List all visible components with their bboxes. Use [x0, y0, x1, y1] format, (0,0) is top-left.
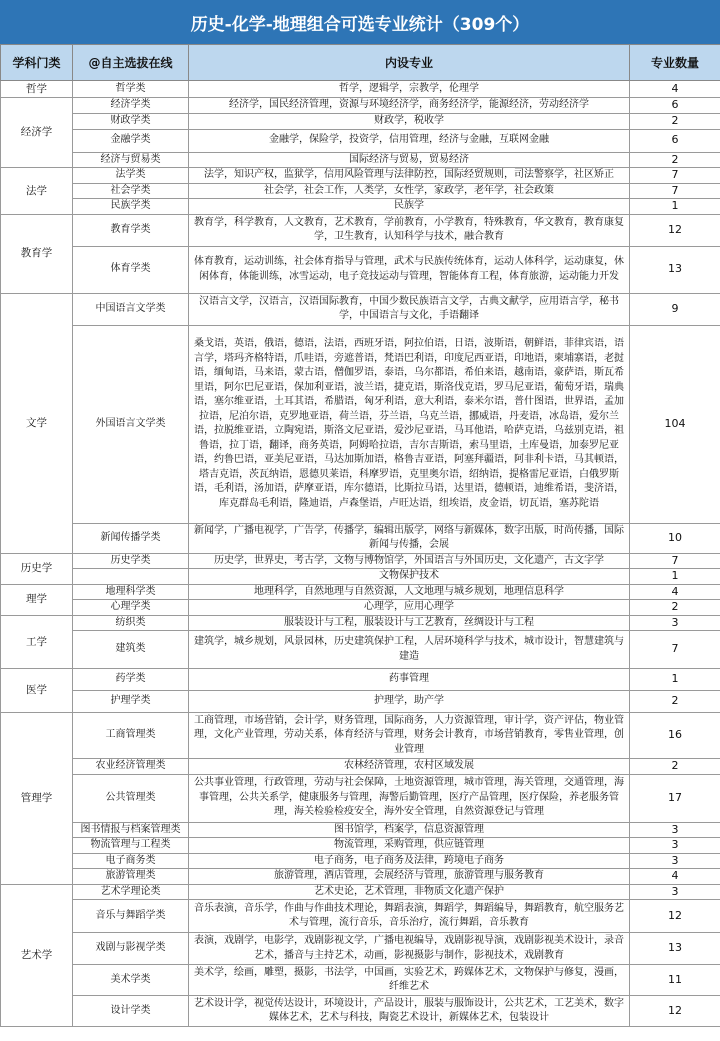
count-cell: 13: [630, 933, 720, 965]
table-row: [1, 631, 720, 669]
category-cell: 心理学类: [73, 600, 189, 616]
count-cell: 104: [630, 325, 720, 523]
table-row: [1, 114, 720, 130]
discipline-cell: 管理学: [1, 713, 73, 885]
count-cell: 11: [630, 965, 720, 996]
majors-cell: 桑戈语，英语，俄语，德语，法语，西班牙语，阿拉伯语，日语，波斯语，朝鲜语，菲律宾语，语言学，塔玛齐格特语，爪哇语，旁遮普语，梵语巴利语，印度尼西亚语，印地语，柬埔寨语，老挝语，缅甸语，马来语，蒙古语，僧伽罗语，泰语，乌尔都语，希伯来语，越南语，豪萨语，斯瓦希里语，阿尔巴尼亚语，保加利亚语，波兰语，捷克语，斯洛伐克语，罗马尼亚语，葡萄牙语，瑞典语，塞尔维亚语，土耳其语，希腊语，匈牙利语，意大利语，泰米尔语，普什图语，世界语，孟加拉语，尼泊尔语，克罗地亚语，荷兰语，芬兰语，乌克兰语，挪威语，丹麦语，冰岛语，爱尔兰语，拉脱维亚语，立陶宛语，斯洛文尼亚语，爱沙尼亚语，马耳他语，哈萨克语，乌兹别克语，祖鲁语，拉丁语，翻译，商务英语，阿姆哈拉语，吉尔吉斯语，索马里语，土库曼语，加泰罗尼亚语，约鲁巴语，亚美尼亚语，马达加斯加语，格鲁吉亚语，阿塞拜疆语，阿非利卡语，马其顿语，塔吉克语，茨瓦纳语，恩德贝莱语，科摩罗语，克里奥尔语，绍纳语，提格雷尼亚语，白俄罗斯语，毛利语，汤加语，萨摩亚语，库尔德语，比斯拉马语，达里语，德顿语，迪维希语，斐济语，库克群岛毛利语，隆迪语，卢森堡语，卢旺达语，纽埃语，皮金语，切瓦语，塞苏陀语: [189, 325, 630, 523]
table-row: [1, 838, 720, 854]
discipline-cell: 历史学: [1, 553, 73, 584]
category-cell: 经济学类: [73, 98, 189, 114]
count-cell: 7: [630, 183, 720, 199]
category-cell: 社会学类: [73, 183, 189, 199]
table-row: [1, 214, 720, 246]
category-cell: 建筑类: [73, 631, 189, 669]
discipline-cell: 教育学: [1, 214, 73, 293]
count-cell: 2: [630, 114, 720, 130]
majors-cell: 心理学，应用心理学: [189, 600, 630, 616]
majors-cell: 地理科学，自然地理与自然资源，人文地理与城乡规划，地理信息科学: [189, 584, 630, 600]
count-cell: 1: [630, 669, 720, 691]
table-row: [1, 168, 720, 184]
majors-cell: 建筑学，城乡规划，风景园林，历史建筑保护工程，人居环境科学与技术，城市设计，智慧建筑与建造: [189, 631, 630, 669]
header-discipline: 学科门类: [1, 45, 73, 81]
majors-cell: 旅游管理，酒店管理，会展经济与管理，旅游管理与服务教育: [189, 869, 630, 885]
table-row: [1, 965, 720, 996]
table-row: [1, 183, 720, 199]
count-cell: 10: [630, 523, 720, 553]
table-row: [1, 869, 720, 885]
majors-cell: 药事管理: [189, 669, 630, 691]
category-cell: 财政学类: [73, 114, 189, 130]
category-cell: 体育学类: [73, 246, 189, 293]
majors-cell: 文物保护技术: [189, 569, 630, 585]
table-row: [1, 713, 720, 759]
majors-cell: 公共事业管理，行政管理，劳动与社会保障，土地资源管理，城市管理，海关管理，交通管理，海事管理，公共关系学，健康服务与管理，海警后勤管理，医疗产品管理，医疗保险，养老服务管理，海关检验检疫安全，海外安全管理，自然资源登记与管理: [189, 774, 630, 822]
category-cell: 设计学类: [73, 996, 189, 1027]
majors-cell: 国际经济与贸易，贸易经济: [189, 152, 630, 168]
table-row: [1, 152, 720, 168]
count-cell: 16: [630, 713, 720, 759]
header-majors: 内设专业: [189, 45, 630, 81]
table-row: [1, 325, 720, 523]
category-cell: 物流管理与工程类: [73, 838, 189, 854]
majors-cell: 体育教育，运动训练，社会体育指导与管理，武术与民族传统体育，运动人体科学，运动康复，休闲体育，体能训练，冰雪运动，电子竞技运动与管理，智能体育工程，体育旅游，运动能力开发: [189, 246, 630, 293]
category-cell: [73, 569, 189, 585]
majors-cell: 农林经济管理，农村区域发展: [189, 759, 630, 775]
count-cell: 1: [630, 199, 720, 215]
category-cell: 民族学类: [73, 199, 189, 215]
majors-cell: 教育学，科学教育，人文教育，艺术教育，学前教育，小学教育，特殊教育，华文教育，教育康复学，卫生教育，认知科学与技术，融合教育: [189, 214, 630, 246]
majors-cell: 表演，戏剧学，电影学，戏剧影视文学，广播电视编导，戏剧影视导演，戏剧影视美术设计，录音艺术，播音与主持艺术，动画，影视摄影与制作，影视技术，戏剧教育: [189, 933, 630, 965]
category-cell: 外国语言文学类: [73, 325, 189, 523]
count-cell: 4: [630, 869, 720, 885]
majors-cell: 音乐表演，音乐学，作曲与作曲技术理论，舞蹈表演，舞蹈学，舞蹈编导，舞蹈教育，航空服务艺术与管理，流行音乐，音乐治疗，流行舞蹈，音乐教育: [189, 900, 630, 933]
count-cell: 2: [630, 600, 720, 616]
table-row: [1, 900, 720, 933]
majors-cell: 艺术史论，艺术管理，非物质文化遗产保护: [189, 884, 630, 900]
majors-cell: 法学，知识产权，监狱学，信用风险管理与法律防控，国际经贸规则，司法警察学，社区矫正: [189, 168, 630, 184]
majors-cell: 财政学，税收学: [189, 114, 630, 130]
discipline-cell: 文学: [1, 293, 73, 553]
category-cell: 工商管理类: [73, 713, 189, 759]
count-cell: 6: [630, 98, 720, 114]
table-row: [1, 98, 720, 114]
discipline-cell: 艺术学: [1, 884, 73, 1027]
category-cell: 电子商务类: [73, 853, 189, 869]
table-row: [1, 129, 720, 152]
table-row: [1, 774, 720, 822]
majors-cell: 艺术设计学，视觉传达设计，环境设计，产品设计，服装与服饰设计，公共艺术，工艺美术，数字媒体艺术，艺术与科技，陶瓷艺术设计，新媒体艺术，包装设计: [189, 996, 630, 1027]
category-cell: 经济与贸易类: [73, 152, 189, 168]
count-cell: 7: [630, 631, 720, 669]
category-cell: 戏剧与影视学类: [73, 933, 189, 965]
table-row: [1, 996, 720, 1027]
count-cell: 2: [630, 759, 720, 775]
table-row: [1, 199, 720, 215]
count-cell: 12: [630, 900, 720, 933]
header-count: 专业数量: [630, 45, 720, 81]
table-row: [1, 246, 720, 293]
count-cell: 12: [630, 214, 720, 246]
discipline-cell: 经济学: [1, 98, 73, 168]
category-cell: 公共管理类: [73, 774, 189, 822]
count-cell: 3: [630, 838, 720, 854]
count-cell: 4: [630, 584, 720, 600]
table-row: [1, 853, 720, 869]
category-cell: 图书情报与档案管理类: [73, 822, 189, 838]
majors-cell: 物流管理，采购管理，供应链管理: [189, 838, 630, 854]
table-row: [1, 81, 720, 98]
count-cell: 3: [630, 853, 720, 869]
count-cell: 9: [630, 293, 720, 325]
header-category: @自主选拔在线: [73, 45, 189, 81]
majors-cell: 历史学，世界史，考古学，文物与博物馆学，外国语言与外国历史，文化遗产，古文字学: [189, 553, 630, 569]
count-cell: 2: [630, 691, 720, 713]
discipline-cell: 工学: [1, 615, 73, 669]
category-cell: 美术学类: [73, 965, 189, 996]
table-body: [1, 81, 720, 1027]
category-cell: 哲学类: [73, 81, 189, 98]
category-cell: 农业经济管理类: [73, 759, 189, 775]
majors-cell: 哲学，逻辑学，宗教学，伦理学: [189, 81, 630, 98]
count-cell: 3: [630, 884, 720, 900]
table-row: [1, 884, 720, 900]
discipline-cell: 法学: [1, 168, 73, 215]
majors-cell: 电子商务，电子商务及法律，跨境电子商务: [189, 853, 630, 869]
category-cell: 艺术学理论类: [73, 884, 189, 900]
count-cell: 7: [630, 168, 720, 184]
table-row: [1, 691, 720, 713]
count-cell: 17: [630, 774, 720, 822]
category-cell: 音乐与舞蹈学类: [73, 900, 189, 933]
table-row: [1, 569, 720, 585]
table-row: [1, 584, 720, 600]
majors-cell: 图书馆学，档案学，信息资源管理: [189, 822, 630, 838]
majors-cell: 金融学，保险学，投资学，信用管理，经济与金融，互联网金融: [189, 129, 630, 152]
count-cell: 7: [630, 553, 720, 569]
count-cell: 3: [630, 615, 720, 631]
table-row: [1, 615, 720, 631]
category-cell: 药学类: [73, 669, 189, 691]
page-title: 历史-化学-地理组合可选专业统计（309个）: [0, 0, 720, 44]
category-cell: 金融学类: [73, 129, 189, 152]
majors-cell: 汉语言文学，汉语言，汉语国际教育，中国少数民族语言文学，古典文献学，应用语言学，秘书学，中国语言与文化，手语翻译: [189, 293, 630, 325]
table-row: [1, 933, 720, 965]
category-cell: 教育学类: [73, 214, 189, 246]
majors-table: [0, 44, 720, 1027]
category-cell: 新闻传播学类: [73, 523, 189, 553]
category-cell: 旅游管理类: [73, 869, 189, 885]
category-cell: 法学类: [73, 168, 189, 184]
category-cell: 纺织类: [73, 615, 189, 631]
table-header-row: [1, 45, 720, 81]
category-cell: 中国语言文学类: [73, 293, 189, 325]
table-row: [1, 600, 720, 616]
majors-cell: 经济学，国民经济管理，资源与环境经济学，商务经济学，能源经济，劳动经济学: [189, 98, 630, 114]
count-cell: 13: [630, 246, 720, 293]
count-cell: 12: [630, 996, 720, 1027]
discipline-cell: 哲学: [1, 81, 73, 98]
category-cell: 历史学类: [73, 553, 189, 569]
count-cell: 1: [630, 569, 720, 585]
table-row: [1, 523, 720, 553]
category-cell: 护理学类: [73, 691, 189, 713]
discipline-cell: 理学: [1, 584, 73, 615]
count-cell: 4: [630, 81, 720, 98]
count-cell: 6: [630, 129, 720, 152]
table-row: [1, 822, 720, 838]
majors-cell: 美术学，绘画，雕塑，摄影，书法学，中国画，实验艺术，跨媒体艺术，文物保护与修复，漫画，纤维艺术: [189, 965, 630, 996]
count-cell: 3: [630, 822, 720, 838]
table-row: [1, 293, 720, 325]
table-row: [1, 553, 720, 569]
majors-cell: 服装设计与工程，服装设计与工艺教育，丝绸设计与工程: [189, 615, 630, 631]
category-cell: 地理科学类: [73, 584, 189, 600]
majors-cell: 工商管理，市场营销，会计学，财务管理，国际商务，人力资源管理，审计学，资产评估，物业管理，文化产业管理，劳动关系，体育经济与管理，财务会计教育，市场营销教育，零售业管理，创业管理: [189, 713, 630, 759]
table-row: [1, 669, 720, 691]
table-row: [1, 759, 720, 775]
majors-cell: 护理学，助产学: [189, 691, 630, 713]
discipline-cell: 医学: [1, 669, 73, 713]
majors-cell: 新闻学，广播电视学，广告学，传播学，编辑出版学，网络与新媒体，数字出版，时尚传播，国际新闻与传播，会展: [189, 523, 630, 553]
majors-cell: 社会学，社会工作，人类学，女性学，家政学，老年学，社会政策: [189, 183, 630, 199]
count-cell: 2: [630, 152, 720, 168]
majors-cell: 民族学: [189, 199, 630, 215]
